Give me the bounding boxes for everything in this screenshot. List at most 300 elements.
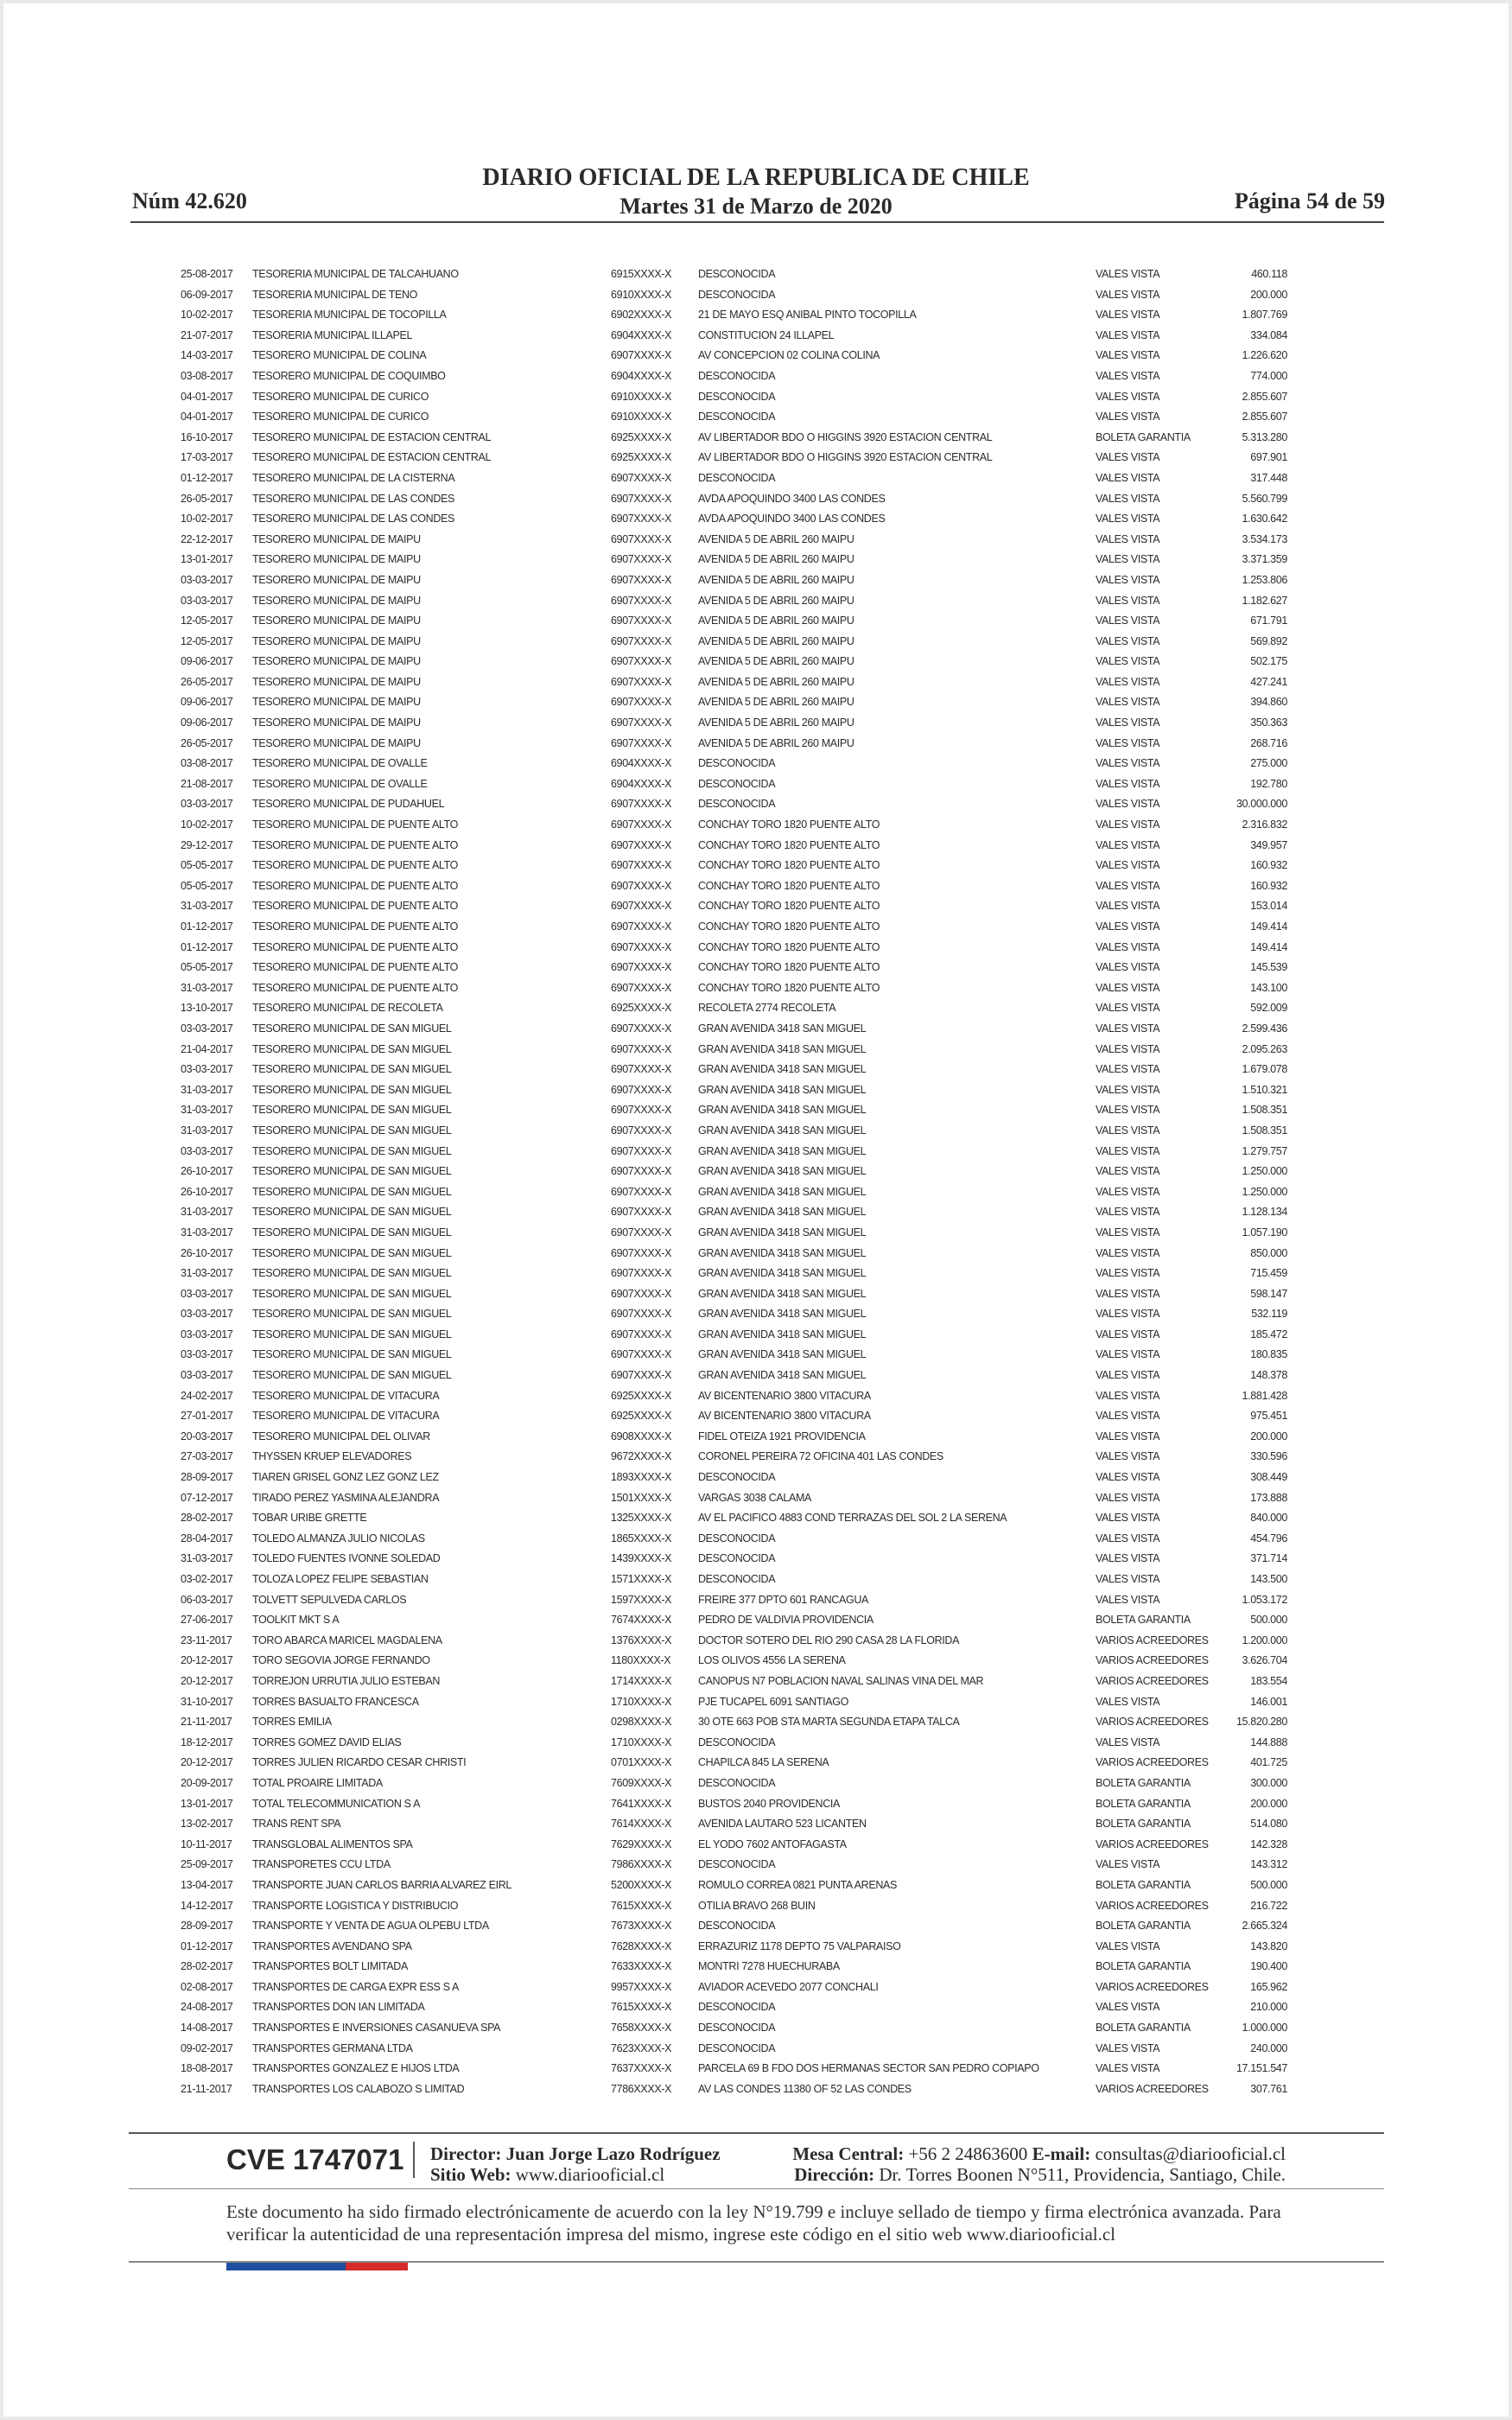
row-name: TRANSPORTES BOLT LIMITADA: [252, 1960, 408, 1973]
table-row: [3, 1612, 1509, 1633]
row-amount: 1.053.172: [1242, 1593, 1287, 1606]
row-amount: 307.761: [1250, 2082, 1287, 2095]
row-amount: 427.241: [1250, 675, 1287, 688]
row-name: TORRES JULIEN RICARDO CESAR CHRISTI: [252, 1756, 467, 1769]
row-date: 13-10-2017: [181, 1002, 233, 1015]
mesa-phone: +56 2 24863600: [908, 2143, 1028, 2164]
row-document-type: VALES VISTA: [1096, 532, 1160, 545]
row-document-type: VALES VISTA: [1096, 1328, 1160, 1341]
table-row: [3, 1429, 1509, 1449]
flag-stripe-red: [346, 2263, 408, 2270]
row-date: 20-12-2017: [181, 1654, 233, 1667]
row-rut: 6907XXXX-X: [611, 961, 672, 974]
row-document-type: VALES VISTA: [1096, 716, 1160, 729]
row-name: TESORERO MUNICIPAL DE PUENTE ALTO: [252, 838, 459, 851]
row-rut: 6904XXXX-X: [611, 328, 672, 341]
row-rut: 5200XXXX-X: [611, 1878, 672, 1891]
row-date: 26-05-2017: [181, 492, 233, 505]
row-date: 13-04-2017: [181, 1878, 233, 1891]
legal-notice: Este documento ha sido firmado electrónicamente de acuerdo con la ley N°19.799 e incluye sellado de tiempo y firma electrónica avanzada. Para verificar la autenticidad de una representación impresa del mismo, ingrese este código en el sitio web www.diariooficial.cl: [226, 2201, 1281, 2245]
row-rut: 1439XXXX-X: [611, 1552, 672, 1565]
row-name: TESORERO MUNICIPAL DE MAIPU: [252, 675, 421, 688]
site-label: Sitio Web:: [430, 2164, 511, 2185]
row-name: TRANSPORTES LOS CALABOZO S LIMITAD: [252, 2082, 465, 2095]
row-rut: 6908XXXX-X: [611, 1430, 672, 1442]
table-row: [3, 939, 1509, 960]
row-amount: 5.560.799: [1242, 492, 1287, 505]
row-name: TESORERO MUNICIPAL DE MAIPU: [252, 634, 421, 647]
row-date: 10-11-2017: [181, 1837, 232, 1850]
row-name: TORREJON URRUTIA JULIO ESTEBAN: [252, 1674, 441, 1687]
table-row: [3, 1102, 1509, 1123]
row-rut: 6910XXXX-X: [611, 390, 672, 403]
director-name: Juan Jorge Lazo Rodríguez: [505, 2143, 721, 2164]
row-address: DESCONOCIDA: [698, 798, 776, 811]
director-label: Director:: [430, 2143, 502, 2164]
row-rut: 6925XXXX-X: [611, 1389, 672, 1402]
row-name: TORO SEGOVIA JORGE FERNANDO: [252, 1654, 430, 1667]
row-name: TESORERO MUNICIPAL DE MAIPU: [252, 615, 421, 627]
row-amount: 192.780: [1250, 777, 1287, 790]
table-row: [3, 776, 1509, 797]
row-name: TESORERO MUNICIPAL DE MAIPU: [252, 553, 421, 566]
row-date: 29-12-2017: [181, 838, 233, 851]
row-date: 10-02-2017: [181, 513, 233, 525]
row-document-type: VALES VISTA: [1096, 492, 1160, 505]
row-document-type: VALES VISTA: [1096, 513, 1160, 525]
row-date: 31-03-2017: [181, 1552, 233, 1565]
row-document-type: VALES VISTA: [1096, 1104, 1160, 1117]
row-date: 31-03-2017: [181, 1104, 233, 1117]
table-row: [3, 1837, 1509, 1857]
row-amount: 715.459: [1250, 1267, 1287, 1280]
row-document-type: VALES VISTA: [1096, 1063, 1160, 1076]
row-date: 28-09-2017: [181, 1920, 233, 1933]
table-row: [3, 1204, 1509, 1225]
row-rut: 1714XXXX-X: [611, 1674, 672, 1687]
row-date: 03-02-2017: [181, 1573, 233, 1585]
row-date: 31-03-2017: [181, 1267, 233, 1280]
row-date: 26-10-2017: [181, 1165, 233, 1178]
row-document-type: VALES VISTA: [1096, 1287, 1160, 1300]
row-name: TESORERO MUNICIPAL DE LA CISTERNA: [252, 471, 455, 484]
row-document-type: VARIOS ACREEDORES: [1096, 1756, 1209, 1769]
table-row: [3, 1143, 1509, 1164]
row-rut: 6907XXXX-X: [611, 1308, 672, 1321]
table-row: [3, 1163, 1509, 1184]
row-address: GRAN AVENIDA 3418 SAN MIGUEL: [698, 1185, 867, 1198]
table-row: [3, 1061, 1509, 1082]
row-address: AV LIBERTADOR BDO O HIGGINS 3920 ESTACION CENTRAL: [698, 451, 993, 464]
row-name: TORO ABARCA MARICEL MAGDALENA: [252, 1634, 442, 1646]
row-amount: 17.151.547: [1236, 2062, 1287, 2075]
email-link[interactable]: consultas@diariooficial.cl: [1095, 2143, 1286, 2164]
row-name: TESORERO MUNICIPAL DE PUENTE ALTO: [252, 981, 459, 994]
site-link[interactable]: www.diariooficial.cl: [515, 2164, 665, 2185]
row-rut: 7786XXXX-X: [611, 2082, 672, 2095]
row-address: DESCONOCIDA: [698, 1920, 776, 1933]
row-amount: 180.835: [1250, 1348, 1287, 1361]
row-address: FIDEL OTEIZA 1921 PROVIDENCIA: [698, 1430, 866, 1442]
row-rut: 6907XXXX-X: [611, 1042, 672, 1055]
row-name: TESORERO MUNICIPAL DE PUENTE ALTO: [252, 818, 459, 831]
row-document-type: VARIOS ACREEDORES: [1096, 1837, 1209, 1850]
row-name: TOLEDO ALMANZA JULIO NICOLAS: [252, 1532, 425, 1544]
row-name: TESORERO MUNICIPAL DE SAN MIGUEL: [252, 1042, 452, 1055]
address-label: Dirección:: [794, 2164, 875, 2185]
row-amount: 1.226.620: [1242, 349, 1287, 362]
row-date: 14-12-2017: [181, 1899, 233, 1912]
row-date: 14-08-2017: [181, 2022, 233, 2035]
row-date: 03-03-2017: [181, 1308, 233, 1321]
row-amount: 334.084: [1250, 328, 1287, 341]
row-amount: 165.962: [1250, 1980, 1287, 1993]
row-address: RECOLETA 2774 RECOLETA: [698, 1002, 836, 1015]
row-name: TESORERO MUNICIPAL DE PUENTE ALTO: [252, 920, 459, 933]
row-rut: 7609XXXX-X: [611, 1776, 672, 1789]
row-amount: 148.378: [1250, 1369, 1287, 1382]
row-name: TESORERO MUNICIPAL DE SAN MIGUEL: [252, 1206, 452, 1219]
table-row: [3, 1592, 1509, 1613]
table-row: [3, 1775, 1509, 1796]
row-address: CONCHAY TORO 1820 PUENTE ALTO: [698, 961, 880, 974]
row-address: DESCONOCIDA: [698, 1735, 776, 1748]
table-row: [3, 368, 1509, 389]
row-address: CONCHAY TORO 1820 PUENTE ALTO: [698, 900, 880, 913]
row-document-type: VALES VISTA: [1096, 1369, 1160, 1382]
row-rut: 7674XXXX-X: [611, 1614, 672, 1627]
row-document-type: VALES VISTA: [1096, 1450, 1160, 1463]
row-address: AVENIDA 5 DE ABRIL 260 MAIPU: [698, 675, 854, 688]
row-rut: 7633XXXX-X: [611, 1960, 672, 1973]
row-address: GRAN AVENIDA 3418 SAN MIGUEL: [698, 1308, 867, 1321]
row-amount: 15.820.280: [1236, 1716, 1287, 1729]
issue-date: Martes 31 de Marzo de 2020: [619, 194, 893, 219]
row-rut: 6907XXXX-X: [611, 615, 672, 627]
row-date: 01-12-2017: [181, 920, 233, 933]
table-row: [3, 1082, 1509, 1103]
row-name: TORRES EMILIA: [252, 1716, 332, 1729]
row-document-type: VALES VISTA: [1096, 1389, 1160, 1402]
table-row: [3, 1306, 1509, 1327]
row-address: DESCONOCIDA: [698, 288, 776, 301]
row-name: TESORERO MUNICIPAL DE LAS CONDES: [252, 513, 454, 525]
row-document-type: VARIOS ACREEDORES: [1096, 1654, 1209, 1667]
row-address: CONSTITUCION 24 ILLAPEL: [698, 328, 835, 341]
row-date: 31-10-2017: [181, 1695, 233, 1708]
row-date: 31-03-2017: [181, 1206, 233, 1219]
row-name: TRANSPORTES E INVERSIONES CASANUEVA SPA: [252, 2022, 501, 2035]
row-document-type: VALES VISTA: [1096, 369, 1160, 382]
row-amount: 1.182.627: [1242, 594, 1287, 607]
row-rut: 6910XXXX-X: [611, 288, 672, 301]
row-document-type: VALES VISTA: [1096, 411, 1160, 424]
row-rut: 1865XXXX-X: [611, 1532, 672, 1544]
row-document-type: VARIOS ACREEDORES: [1096, 2082, 1209, 2095]
row-document-type: BOLETA GARANTIA: [1096, 1818, 1191, 1831]
row-date: 07-12-2017: [181, 1491, 233, 1504]
row-rut: 6902XXXX-X: [611, 309, 672, 322]
table-row: [3, 736, 1509, 756]
row-name: THYSSEN KRUEP ELEVADORES: [252, 1450, 412, 1463]
row-rut: 6904XXXX-X: [611, 369, 672, 382]
row-amount: 3.534.173: [1242, 532, 1287, 545]
row-address: AVDA APOQUINDO 3400 LAS CONDES: [698, 492, 886, 505]
row-document-type: VALES VISTA: [1096, 1308, 1160, 1321]
table-row: [3, 1714, 1509, 1735]
table-row: [3, 817, 1509, 837]
table-row: [3, 1245, 1509, 1266]
row-address: DESCONOCIDA: [698, 777, 776, 790]
row-rut: 6907XXXX-X: [611, 1226, 672, 1239]
row-amount: 144.888: [1250, 1735, 1287, 1748]
row-rut: 1325XXXX-X: [611, 1512, 672, 1525]
row-document-type: BOLETA GARANTIA: [1096, 1920, 1191, 1933]
row-document-type: VALES VISTA: [1096, 594, 1160, 607]
row-date: 03-08-2017: [181, 369, 233, 382]
table-row: [3, 1367, 1509, 1388]
row-rut: 6907XXXX-X: [611, 1144, 672, 1157]
row-date: 26-05-2017: [181, 675, 233, 688]
table-row: [3, 1939, 1509, 1959]
row-amount: 160.932: [1250, 879, 1287, 892]
flag-stripe-blue: [226, 2263, 346, 2270]
row-document-type: VALES VISTA: [1096, 1267, 1160, 1280]
row-date: 31-03-2017: [181, 1083, 233, 1096]
row-document-type: VALES VISTA: [1096, 1144, 1160, 1157]
row-rut: 0298XXXX-X: [611, 1716, 672, 1729]
row-document-type: BOLETA GARANTIA: [1096, 1960, 1191, 1973]
row-address: CONCHAY TORO 1820 PUENTE ALTO: [698, 838, 880, 851]
row-document-type: VALES VISTA: [1096, 1083, 1160, 1096]
row-date: 31-03-2017: [181, 1124, 233, 1137]
row-rut: 7623XXXX-X: [611, 2041, 672, 2054]
row-amount: 1.510.321: [1242, 1083, 1287, 1096]
row-name: TESORERO MUNICIPAL DE SAN MIGUEL: [252, 1287, 452, 1300]
cve-code: CVE 1747071: [226, 2143, 404, 2175]
row-address: GRAN AVENIDA 3418 SAN MIGUEL: [698, 1369, 867, 1382]
row-rut: 6907XXXX-X: [611, 1246, 672, 1259]
row-name: TRANSGLOBAL ALIMENTOS SPA: [252, 1837, 413, 1850]
table-row: [3, 2060, 1509, 2081]
row-rut: 6907XXXX-X: [611, 655, 672, 668]
row-date: 03-03-2017: [181, 1328, 233, 1341]
row-address: GRAN AVENIDA 3418 SAN MIGUEL: [698, 1144, 867, 1157]
row-address: AV CONCEPCION 02 COLINA COLINA: [698, 349, 880, 362]
row-address: PARCELA 69 B FDO DOS HERMANAS SECTOR SAN PEDRO COPIAPO: [698, 2062, 1039, 2075]
row-amount: 1.881.428: [1242, 1389, 1287, 1402]
row-amount: 1.250.000: [1242, 1185, 1287, 1198]
row-document-type: VALES VISTA: [1096, 328, 1160, 341]
row-amount: 146.001: [1250, 1695, 1287, 1708]
row-amount: 598.147: [1250, 1287, 1287, 1300]
row-name: TESORERO MUNICIPAL DE MAIPU: [252, 532, 421, 545]
row-date: 27-06-2017: [181, 1614, 233, 1627]
row-date: 01-12-2017: [181, 940, 233, 953]
row-rut: 6907XXXX-X: [611, 573, 672, 586]
row-name: TESORERO MUNICIPAL DE LAS CONDES: [252, 492, 454, 505]
table-row: [3, 1816, 1509, 1837]
table-row: [3, 1653, 1509, 1673]
row-rut: 1376XXXX-X: [611, 1634, 672, 1646]
row-date: 25-08-2017: [181, 268, 233, 280]
row-date: 10-02-2017: [181, 309, 233, 322]
row-amount: 1.250.000: [1242, 1165, 1287, 1178]
row-address: CANOPUS N7 POBLACION NAVAL SALINAS VINA DEL MAR: [698, 1674, 984, 1687]
row-rut: 6907XXXX-X: [611, 900, 672, 913]
row-date: 31-03-2017: [181, 900, 233, 913]
row-rut: 6907XXXX-X: [611, 349, 672, 362]
row-address: GRAN AVENIDA 3418 SAN MIGUEL: [698, 1083, 867, 1096]
director-block: [430, 2143, 721, 2185]
row-amount: 317.448: [1250, 471, 1287, 484]
row-name: TOOLKIT MKT S A: [252, 1614, 340, 1627]
row-document-type: VALES VISTA: [1096, 1735, 1160, 1748]
row-address: DESCONOCIDA: [698, 2022, 776, 2035]
row-document-type: BOLETA GARANTIA: [1096, 1776, 1191, 1789]
row-address: 21 DE MAYO ESQ ANIBAL PINTO TOCOPILLA: [698, 309, 917, 322]
row-amount: 569.892: [1250, 634, 1287, 647]
row-date: 03-03-2017: [181, 798, 233, 811]
row-rut: 6907XXXX-X: [611, 1328, 672, 1341]
row-name: TRANSPORTES AVENDANO SPA: [252, 1939, 412, 1952]
row-address: CONCHAY TORO 1820 PUENTE ALTO: [698, 940, 880, 953]
table-row: [3, 491, 1509, 512]
row-document-type: VALES VISTA: [1096, 390, 1160, 403]
row-document-type: VALES VISTA: [1096, 736, 1160, 749]
row-date: 22-12-2017: [181, 532, 233, 545]
row-rut: 6907XXXX-X: [611, 1124, 672, 1137]
row-amount: 2.855.607: [1242, 390, 1287, 403]
row-address: DESCONOCIDA: [698, 2041, 776, 2054]
table-row: [3, 1286, 1509, 1307]
table-row: [3, 613, 1509, 634]
row-rut: 6907XXXX-X: [611, 1022, 672, 1035]
row-rut: 6907XXXX-X: [611, 532, 672, 545]
row-amount: 1.807.769: [1242, 309, 1287, 322]
table-row: [3, 1531, 1509, 1551]
row-document-type: VALES VISTA: [1096, 1532, 1160, 1544]
row-date: 26-10-2017: [181, 1246, 233, 1259]
row-name: TESORERO MUNICIPAL DE MAIPU: [252, 655, 421, 668]
row-rut: 6907XXXX-X: [611, 553, 672, 566]
row-name: TRANSPORTES DE CARGA EXPR ESS S A: [252, 1980, 459, 1993]
row-amount: 190.400: [1250, 1960, 1287, 1973]
row-address: DESCONOCIDA: [698, 1471, 776, 1484]
row-address: GRAN AVENIDA 3418 SAN MIGUEL: [698, 1267, 867, 1280]
row-date: 24-02-2017: [181, 1389, 233, 1402]
row-address: DESCONOCIDA: [698, 369, 776, 382]
row-amount: 216.722: [1250, 1899, 1287, 1912]
row-name: TESORERO MUNICIPAL DE PUENTE ALTO: [252, 859, 459, 872]
row-document-type: VARIOS ACREEDORES: [1096, 1674, 1209, 1687]
row-document-type: VALES VISTA: [1096, 1593, 1160, 1606]
row-document-type: VALES VISTA: [1096, 1695, 1160, 1708]
row-rut: 6907XXXX-X: [611, 696, 672, 709]
row-rut: 6907XXXX-X: [611, 1083, 672, 1096]
row-amount: 592.009: [1250, 1002, 1287, 1015]
row-date: 26-10-2017: [181, 1185, 233, 1198]
row-rut: 6907XXXX-X: [611, 940, 672, 953]
row-amount: 532.119: [1251, 1308, 1287, 1321]
table-row: [3, 694, 1509, 715]
row-rut: 6907XXXX-X: [611, 920, 672, 933]
row-name: TRANSPORTES DON IAN LIMITADA: [252, 2001, 425, 2014]
row-date: 01-12-2017: [181, 471, 233, 484]
row-amount: 149.414: [1250, 920, 1287, 933]
row-document-type: VALES VISTA: [1096, 961, 1160, 974]
row-document-type: VALES VISTA: [1096, 349, 1160, 362]
row-document-type: VALES VISTA: [1096, 777, 1160, 790]
table-row: [3, 511, 1509, 532]
table-row: [3, 1856, 1509, 1877]
row-amount: 185.472: [1250, 1328, 1287, 1341]
row-amount: 143.312: [1250, 1858, 1287, 1871]
row-address: AVENIDA 5 DE ABRIL 260 MAIPU: [698, 736, 854, 749]
row-rut: 7615XXXX-X: [611, 1899, 672, 1912]
row-rut: 6907XXXX-X: [611, 471, 672, 484]
table-row: [3, 307, 1509, 328]
row-rut: 7986XXXX-X: [611, 1858, 672, 1871]
row-address: DESCONOCIDA: [698, 471, 776, 484]
row-amount: 1.200.000: [1242, 1634, 1287, 1646]
row-document-type: VALES VISTA: [1096, 288, 1160, 301]
row-document-type: VALES VISTA: [1096, 798, 1160, 811]
row-date: 03-03-2017: [181, 1348, 233, 1361]
row-rut: 7628XXXX-X: [611, 1939, 672, 1952]
row-name: TRANSPORTE LOGISTICA Y DISTRIBUCIO: [252, 1899, 459, 1912]
row-name: TRANSPORETES CCU LTDA: [252, 1858, 391, 1871]
row-rut: 9957XXXX-X: [611, 1980, 672, 1993]
row-date: 28-02-2017: [181, 1512, 233, 1525]
row-name: TESORERO MUNICIPAL DE PUDAHUEL: [252, 798, 445, 811]
row-amount: 1.508.351: [1242, 1104, 1287, 1117]
row-name: TESORERO MUNICIPAL DE PUENTE ALTO: [252, 940, 459, 953]
row-name: TESORERIA MUNICIPAL DE TOCOPILLA: [252, 309, 447, 322]
address-text: Dr. Torres Boonen N°511, Providencia, Santiago, Chile.: [879, 2164, 1286, 2185]
table-row: [3, 347, 1509, 368]
row-amount: 5.313.280: [1242, 430, 1287, 443]
table-row: [3, 1327, 1509, 1347]
row-amount: 2.855.607: [1242, 411, 1287, 424]
row-name: TOTAL TELECOMMUNICATION S A: [252, 1797, 421, 1810]
row-amount: 502.175: [1250, 655, 1287, 668]
row-amount: 394.860: [1250, 696, 1287, 709]
row-amount: 183.554: [1250, 1674, 1287, 1687]
footer-divider-thin: [129, 2188, 1384, 2189]
row-date: 21-07-2017: [181, 328, 233, 341]
row-name: TRANSPORTES GONZALEZ E HIJOS LTDA: [252, 2062, 460, 2075]
row-date: 28-04-2017: [181, 1532, 233, 1544]
row-address: AVENIDA 5 DE ABRIL 260 MAIPU: [698, 553, 854, 566]
table-row: [3, 1958, 1509, 1979]
row-address: GRAN AVENIDA 3418 SAN MIGUEL: [698, 1165, 867, 1178]
row-name: TESORERIA MUNICIPAL DE TALCAHUANO: [252, 268, 459, 280]
row-name: TESORERO MUNICIPAL DE SAN MIGUEL: [252, 1328, 452, 1341]
table-row: [3, 1999, 1509, 2020]
row-address: CONCHAY TORO 1820 PUENTE ALTO: [698, 879, 880, 892]
row-document-type: VALES VISTA: [1096, 451, 1160, 464]
row-date: 27-01-2017: [181, 1410, 233, 1423]
row-document-type: VALES VISTA: [1096, 1165, 1160, 1178]
row-document-type: VALES VISTA: [1096, 838, 1160, 851]
row-rut: 6907XXXX-X: [611, 1185, 672, 1198]
row-document-type: VALES VISTA: [1096, 655, 1160, 668]
row-date: 13-01-2017: [181, 553, 233, 566]
row-amount: 401.725: [1250, 1756, 1287, 1769]
row-date: 04-01-2017: [181, 411, 233, 424]
row-address: 30 OTE 663 POB STA MARTA SEGUNDA ETAPA TALCA: [698, 1716, 960, 1729]
